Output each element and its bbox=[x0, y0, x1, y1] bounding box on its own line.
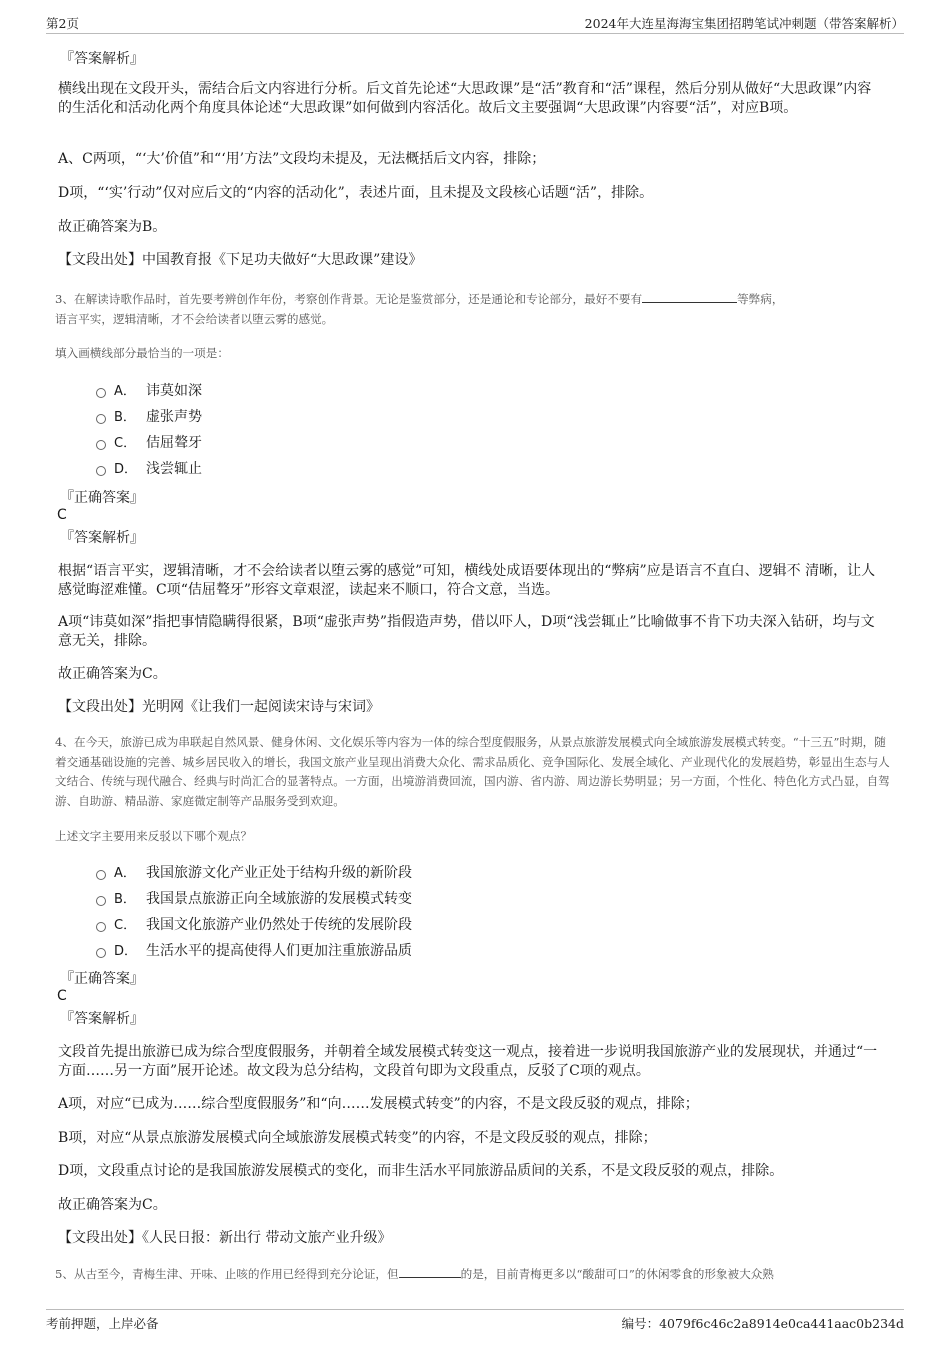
q3-analysis-p2: A项“讳莫如深”指把事情隐瞒得很紧，B项“虚张声势”指假造声势，借以吓人，D项“浅尝辄止”比喻做事不肯下功夫深入钻研，均与文意无关，排除。 bbox=[58, 614, 875, 649]
q4-correct-tag: 『正确答案』 bbox=[60, 971, 144, 987]
q4-prompt: 上述文字主要用来反驳以下哪个观点？ bbox=[55, 829, 253, 843]
q3-stem-part-a: 3、在解读诗歌作品时，首先要考辨创作年份，考察创作背景。无论是鉴赏部分，还是通论和专论部分，最好不要有 bbox=[55, 292, 643, 306]
q3-conclusion: 故正确答案为C。 bbox=[58, 666, 167, 682]
q4-analysis-p4: D项，文段重点讨论的是我国旅游发展模式的变化，而非生活水平同旅游品质间的关系，不是文段反驳的观点，排除。 bbox=[58, 1163, 784, 1179]
q2-analysis-tag: 『答案解析』 bbox=[60, 51, 144, 67]
document-id: 编号：4079f6c46c2a8914e0ca441aac0b234d bbox=[621, 1316, 904, 1331]
q3-prompt: 填入画横线部分最恰当的一项是： bbox=[55, 346, 229, 360]
document-title: 2024年大连星海海宝集团招聘笔试冲刺题（带答案解析） bbox=[584, 16, 904, 31]
q3-option-a[interactable]: A． 讳莫如深 bbox=[96, 382, 202, 400]
q2-conclusion: 故正确答案为B。 bbox=[58, 219, 167, 235]
radio-icon[interactable] bbox=[96, 896, 106, 906]
q4-stem: 4、在今天，旅游已成为串联起自然风景、健身休闲、文化娱乐等内容为一体的综合型度假服务，从景点旅游发展模式向全域旅游发展模式转变。“十三五”时期，随着交通基础设施的完善、城乡居民收入的增长，我国文旅产业呈现出消费大众化、需求品质化、竞争国际化、发展全域化、产业现代化的发展趋势，彰显出生态与人文结合、传统与现代融合、经典与时尚汇合的显著特点。一方面，出境游消费回流，国内游、省内游、周边游长势明显；另一方面，个性化、特色化方式凸显，自驾游、自助游、精品游、家庭微定制等产品服务受到欢迎。 bbox=[55, 735, 890, 808]
q2-analysis-p2: A、C两项，“‘大’价值”和“‘用’方法”文段均未提及，无法概括后文内容，排除； bbox=[58, 151, 546, 167]
q5-stem-part-a: 5、从古至今，青梅生津、开味、止咳的作用已经得到充分论证，但 bbox=[55, 1267, 399, 1281]
q4-option-c[interactable]: C． 我国文化旅游产业仍然处于传统的发展阶段 bbox=[96, 916, 412, 934]
q3-stem-part-c: 语言平实，逻辑清晰，才不会给读者以堕云雾的感觉。 bbox=[55, 311, 334, 326]
radio-icon[interactable] bbox=[96, 388, 106, 398]
q5-fill-blank bbox=[399, 1265, 461, 1278]
q2-analysis-p3: D项，“‘实’行动”仅对应后文的“内容的活动化”，表述片面，且未提及文段核心话题“活”，排除。 bbox=[58, 185, 654, 201]
radio-icon[interactable] bbox=[96, 870, 106, 880]
q3-stem bbox=[55, 290, 890, 329]
q3-correct-tag: 『正确答案』 bbox=[60, 490, 144, 506]
footer-divider bbox=[46, 1309, 904, 1310]
radio-icon[interactable] bbox=[96, 922, 106, 932]
q5-stem-part-b: 的是，目前青梅更多以“酸甜可口”的休闲零食的形象被大众熟 bbox=[460, 1267, 774, 1281]
q4-analysis-p2: A项，对应“已成为……综合型度假服务”和“向……发展模式转变”的内容，不是文段反驳的观点，排除； bbox=[58, 1096, 699, 1112]
q4-analysis-p3: B项，对应“从景点旅游发展模式向全域旅游发展模式转变”的内容，不是文段反驳的观点，排除； bbox=[58, 1130, 657, 1146]
radio-icon[interactable] bbox=[96, 440, 106, 450]
q2-source: 【文段出处】中国教育报《下足功夫做好“大思政课”建设》 bbox=[58, 252, 423, 268]
q4-conclusion: 故正确答案为C。 bbox=[58, 1197, 167, 1213]
q4-analysis-tag: 『答案解析』 bbox=[60, 1011, 144, 1027]
q3-option-d[interactable]: D． 浅尝辄止 bbox=[96, 460, 202, 478]
q2-analysis-p1: 横线出现在文段开头，需结合后文内容进行分析。后文首先论述“大思政课”是“活”教育和“活”课程，然后分别从做好“大思政课”内容的生活化和活动化两个角度具体论述“大思政课”如何做到内容活化。故后文主要强调“大思政课”内容要“活”，对应B项。 bbox=[58, 81, 872, 116]
q5-stem bbox=[55, 1265, 890, 1285]
q4-analysis-p1: 文段首先提出旅游已成为综合型度假服务，并朝着全域发展模式转变这一观点，接着进一步说明我国旅游产业的发展现状，并通过“一方面……另一方面”展开论述。故文段为总分结构，文段首句即为文段重点，反驳了C项的观点。 bbox=[58, 1044, 878, 1079]
q4-option-a[interactable]: A． 我国旅游文化产业正处于结构升级的新阶段 bbox=[96, 864, 412, 882]
q4-correct-answer: C bbox=[57, 988, 67, 1004]
q3-fill-blank bbox=[642, 290, 737, 303]
q3-option-c[interactable]: C． 佶屈聱牙 bbox=[96, 434, 202, 452]
page-number: 第2页 bbox=[46, 16, 79, 31]
radio-icon[interactable] bbox=[96, 948, 106, 958]
q3-correct-answer: C bbox=[57, 507, 67, 523]
q3-analysis-tag: 『答案解析』 bbox=[60, 530, 144, 546]
q3-option-b[interactable]: B． 虚张声势 bbox=[96, 408, 202, 426]
radio-icon[interactable] bbox=[96, 414, 106, 424]
footer-slogan: 考前押题，上岸必备 bbox=[46, 1316, 159, 1331]
q3-stem-part-b: 等弊病， bbox=[737, 292, 784, 306]
q4-option-b[interactable]: B． 我国景点旅游正向全域旅游的发展模式转变 bbox=[96, 890, 412, 908]
header-divider bbox=[46, 33, 904, 34]
q3-analysis-p1: 根据“语言平实，逻辑清晰，才不会给读者以堕云雾的感觉”可知，横线处成语要体现出的“弊病”应是语言不直白、逻辑不 清晰，让人感觉晦涩难懂。C项“佶屈聱牙”形容文章艰涩，读起来不顺口，符合文意，当选。 bbox=[58, 563, 876, 598]
q4-source: 【文段出处】《人民日报：新出行 带动文旅产业升级》 bbox=[58, 1230, 392, 1246]
q4-option-d[interactable]: D． 生活水平的提高使得人们更加注重旅游品质 bbox=[96, 942, 412, 960]
q3-source: 【文段出处】光明网《让我们一起阅读宋诗与宋词》 bbox=[58, 699, 380, 715]
radio-icon[interactable] bbox=[96, 466, 106, 476]
